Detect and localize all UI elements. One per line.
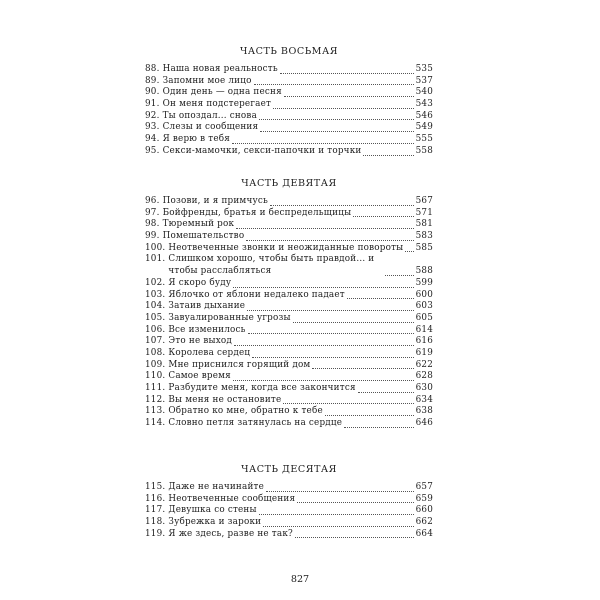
entry-number: 119. <box>145 528 166 539</box>
entry-title: Слишком хорошо, чтобы быть правдой... и чтобы расслабляться <box>168 254 375 277</box>
toc-entry-106 <box>145 325 433 337</box>
entry-title: Ты опоздал... снова <box>162 110 258 121</box>
entry-number: 96. <box>145 195 160 206</box>
entry-number: 102. <box>145 277 166 288</box>
entry-page: 543 <box>415 99 433 110</box>
entry-page: 603 <box>415 301 433 312</box>
toc-entry-91 <box>145 99 433 111</box>
entry-number: 89. <box>145 75 160 86</box>
entry-number: 91. <box>145 99 160 110</box>
entry-page: 628 <box>415 371 433 382</box>
entry-page: 537 <box>415 75 433 86</box>
entry-number: 116. <box>145 493 166 504</box>
entry-number: 103. <box>145 289 166 300</box>
entry-title: Неотвеченные сообщения <box>168 493 296 504</box>
dot-leader <box>234 344 414 346</box>
entry-title: Все изменилось <box>168 324 246 335</box>
toc-entry-112 <box>145 395 433 407</box>
entry-page: 567 <box>415 195 433 206</box>
entry-title: Бойфренды, братья и беспредельщицы <box>162 207 352 218</box>
toc-entry-97 <box>145 208 433 220</box>
entry-title: Мне приснился горящий дом <box>168 359 311 370</box>
dot-leader <box>259 513 414 515</box>
entry-title: Запомни мое лицо <box>162 75 252 86</box>
entry-page: 646 <box>415 418 433 429</box>
entry-number: 99. <box>145 231 160 242</box>
toc-entry-104 <box>145 301 433 313</box>
toc-entry-108 <box>145 348 433 360</box>
entry-number: 90. <box>145 87 160 98</box>
toc-entry-89 <box>145 76 433 88</box>
dot-leader <box>233 286 413 288</box>
entry-number: 95. <box>145 145 160 156</box>
entry-page: 619 <box>415 347 433 358</box>
entry-title: Один день — одна песня <box>162 87 282 98</box>
entry-title: Затаив дыхание <box>168 301 246 312</box>
toc-entry-103 <box>145 290 433 302</box>
entry-number: 110. <box>145 371 166 382</box>
toc-entry-99 <box>145 231 433 243</box>
entry-page: 546 <box>415 110 433 121</box>
toc-entry-105 <box>145 313 433 325</box>
dot-leader <box>248 332 414 334</box>
entry-page: 664 <box>415 528 433 539</box>
entry-page: 630 <box>415 383 433 393</box>
toc-entry-110 <box>145 371 433 383</box>
entry-title: Зубрежка и зароки <box>168 517 262 528</box>
entry-number: 101. <box>145 254 166 265</box>
toc-entry-94 <box>145 134 433 146</box>
entry-page: 660 <box>415 505 433 516</box>
toc-entry-98 <box>145 219 433 231</box>
entry-title: Самое время <box>168 371 231 382</box>
entry-title: Секси-мамочки, секси-папочки и торчки <box>162 145 362 156</box>
entry-title: Я скоро буду <box>168 277 232 288</box>
entry-page: 540 <box>415 87 433 98</box>
dot-leader <box>297 501 413 503</box>
toc-entry-96 <box>145 196 433 208</box>
entry-page: 588 <box>415 266 433 277</box>
entry-page: 583 <box>415 231 433 242</box>
dot-leader <box>233 379 414 381</box>
part-nine <box>145 177 433 430</box>
entry-number: 112. <box>145 394 166 405</box>
entry-title: Королева сердец <box>168 347 251 358</box>
dot-leader <box>358 391 414 393</box>
dot-leader <box>246 239 413 241</box>
entry-page: 558 <box>415 145 433 156</box>
dot-leader <box>273 107 414 109</box>
entry-page: 555 <box>415 134 433 145</box>
toc-entry-107 <box>145 336 433 348</box>
entry-page: 638 <box>415 406 433 417</box>
entry-number: 117. <box>145 505 166 516</box>
entry-title: Даже не начинайте <box>168 481 264 492</box>
entry-number: 109. <box>145 359 166 370</box>
entry-page: 600 <box>415 289 433 300</box>
entry-page: 634 <box>415 394 433 405</box>
entry-number: 104. <box>145 301 166 312</box>
dot-leader <box>232 142 414 144</box>
toc-entry-111 <box>145 383 433 395</box>
entry-title: Позови, и я примчусь <box>162 195 268 206</box>
entry-title: Словно петля затянулась на сердце <box>168 418 343 429</box>
entry-title: Вы меня не остановите <box>168 394 282 405</box>
dot-leader <box>312 367 413 369</box>
part-eight-title: ЧАСТЬ ВОСЬМАЯ <box>240 46 338 57</box>
dot-leader <box>325 414 414 416</box>
entry-title: Завуалированные угрозы <box>168 312 291 323</box>
toc-entry-102 <box>145 278 433 290</box>
part-ten-title: ЧАСТЬ ДЕСЯТАЯ <box>241 464 337 475</box>
toc-entry-100 <box>145 243 433 255</box>
entry-number: 97. <box>145 207 160 218</box>
dot-leader <box>405 250 413 252</box>
dot-leader <box>266 490 414 492</box>
toc-entry-109 <box>145 360 433 372</box>
dot-leader <box>236 227 413 229</box>
dot-leader <box>344 426 413 428</box>
toc-entry-114 <box>145 418 433 430</box>
entry-page: 581 <box>415 219 433 230</box>
toc-entry-118 <box>145 517 433 529</box>
toc-entry-90 <box>145 87 433 99</box>
dot-leader <box>347 297 414 299</box>
dot-leader <box>284 95 414 97</box>
toc-entry-115 <box>145 482 433 494</box>
entry-page: 535 <box>415 63 433 74</box>
entry-number: 113. <box>145 406 166 417</box>
toc-entry-113 <box>145 406 433 418</box>
entry-title: Я же здесь, разве не так? <box>168 528 293 539</box>
entry-page: 571 <box>415 207 433 218</box>
entry-number: 94. <box>145 134 160 145</box>
toc-entry-101 <box>145 254 433 277</box>
entry-title: Неотвеченные звонки и неожиданные повороты <box>168 242 404 253</box>
entry-title: Помешательство <box>162 231 245 242</box>
dot-leader <box>260 130 413 132</box>
part-eight-list <box>145 64 433 158</box>
entry-page: 662 <box>415 517 433 528</box>
dot-leader <box>254 83 414 85</box>
dot-leader <box>293 321 414 323</box>
entry-title: Это не выход <box>168 336 232 347</box>
entry-page: 605 <box>415 312 433 323</box>
dot-leader <box>295 536 414 538</box>
entry-number: 100. <box>145 242 166 253</box>
entry-number: 114. <box>145 418 166 429</box>
entry-title: Он меня подстерегает <box>162 99 272 110</box>
entry-title: Тюремный рок <box>162 219 235 230</box>
dot-leader <box>252 356 413 358</box>
entry-page: 659 <box>415 493 433 504</box>
entry-number: 88. <box>145 63 160 74</box>
entry-page: 616 <box>415 336 433 347</box>
entry-title: Обратно ко мне, обратно к тебе <box>168 406 323 417</box>
part-nine-list <box>145 196 433 430</box>
entry-number: 118. <box>145 517 166 528</box>
entry-title: Яблочко от яблони недалеко падает <box>168 289 345 300</box>
part-eight <box>145 45 433 158</box>
dot-leader <box>283 402 413 404</box>
entry-number: 106. <box>145 324 166 335</box>
entry-page: 585 <box>415 242 433 253</box>
part-ten <box>145 463 433 540</box>
entry-number: 93. <box>145 122 160 133</box>
page-number: 827 <box>290 574 310 585</box>
toc-entry-116 <box>145 494 433 506</box>
toc-entry-95 <box>145 146 433 158</box>
toc-entry-119 <box>145 529 433 541</box>
dot-leader <box>247 309 413 311</box>
dot-leader <box>385 274 413 276</box>
toc-entry-93 <box>145 122 433 134</box>
entry-page: 657 <box>415 481 433 492</box>
entry-page: 549 <box>415 122 433 133</box>
entry-number: 107. <box>145 336 166 347</box>
dot-leader <box>280 72 414 74</box>
entry-title: Слезы и сообщения <box>162 122 259 133</box>
entry-page: 614 <box>415 324 433 335</box>
entry-page: 622 <box>415 359 433 370</box>
entry-number: 105. <box>145 312 166 323</box>
entry-title: Наша новая реальность <box>162 63 278 74</box>
entry-page: 599 <box>415 277 433 288</box>
toc-entry-88 <box>145 64 433 76</box>
entry-number: 92. <box>145 110 160 121</box>
entry-number: 115. <box>145 481 166 492</box>
entry-number: 111. <box>145 383 166 393</box>
dot-leader <box>259 118 414 120</box>
dot-leader <box>363 154 413 156</box>
dot-leader <box>353 215 413 217</box>
toc-entry-117 <box>145 505 433 517</box>
dot-leader <box>270 204 414 206</box>
entry-title: Девушка со стены <box>168 505 257 516</box>
entry-number: 108. <box>145 347 166 358</box>
part-nine-title: ЧАСТЬ ДЕВЯТАЯ <box>241 178 337 189</box>
entry-number: 98. <box>145 219 160 230</box>
part-ten-list <box>145 482 433 540</box>
entry-title: Разбудите меня, когда все закончится <box>168 383 356 393</box>
entry-title: Я верю в тебя <box>162 134 231 145</box>
dot-leader <box>263 525 413 527</box>
toc-entry-92 <box>145 111 433 123</box>
